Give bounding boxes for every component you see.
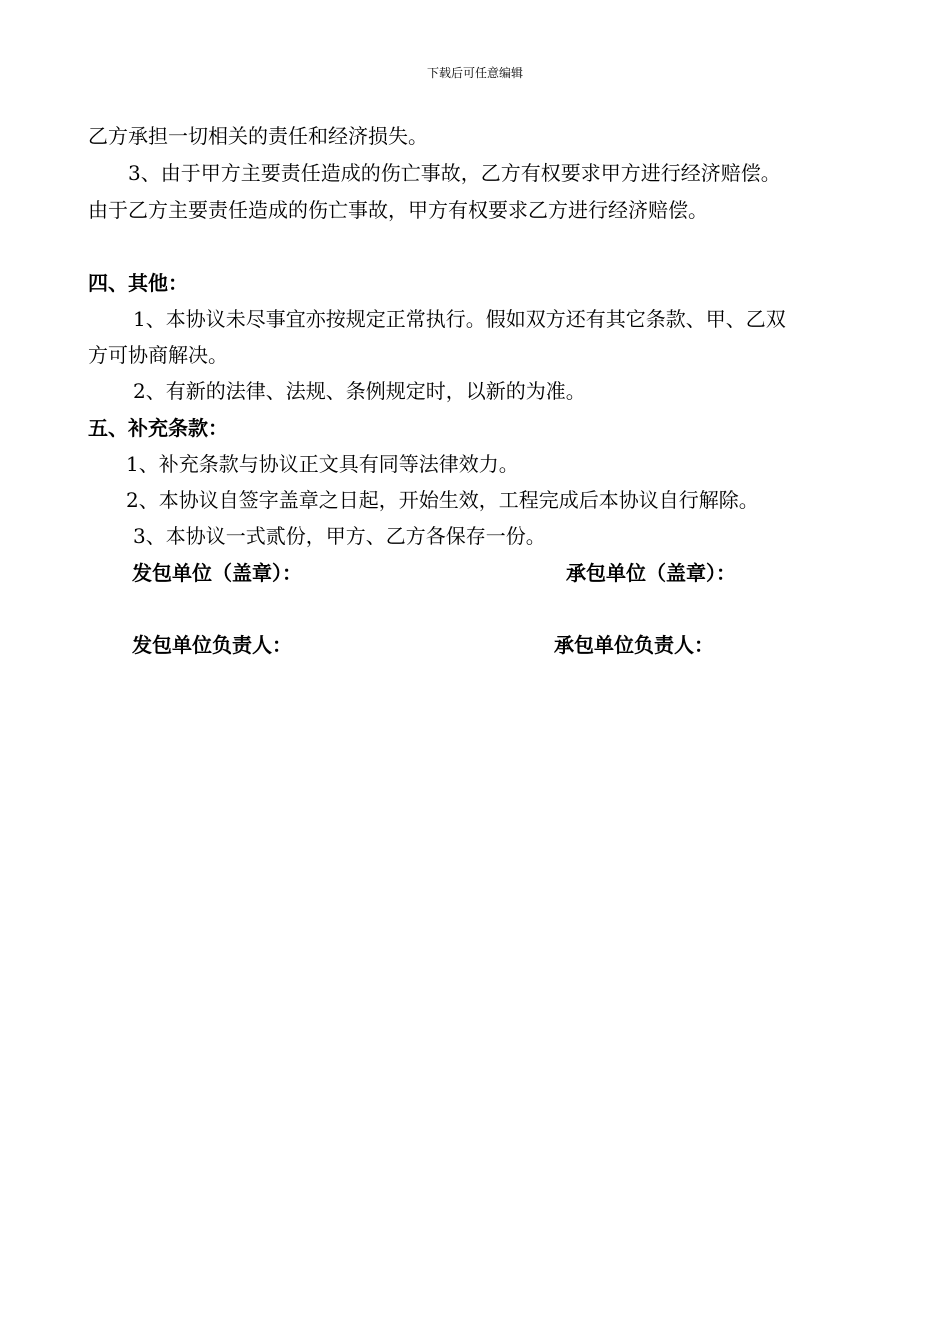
party-b-seal-label: 承包单位（盖章）： (566, 561, 736, 585)
section-4-item-1-line-1: 1、本协议未尽事宜亦按规定正常执行。假如双方还有其它条款、甲、乙双 (133, 307, 786, 331)
section-5-heading: 五、补充条款： (88, 416, 228, 440)
section-5-item-3: 3、本协议一式贰份，甲方、乙方各保存一份。 (133, 524, 546, 548)
page-header: 下载后可任意编辑 (426, 66, 523, 80)
clause-3-line-1: 3、由于甲方主要责任造成的伤亡事故，乙方有权要求甲方进行经济赔偿。 (128, 161, 781, 185)
section-4-item-2: 2、有新的法律、法规、条例规定时，以新的为准。 (133, 379, 586, 403)
paragraph-line: 乙方承担一切相关的责任和经济损失。 (88, 124, 428, 148)
party-b-representative-label: 承包单位负责人： (554, 633, 714, 657)
section-4-heading: 四、其他： (88, 271, 188, 295)
party-a-representative-label: 发包单位负责人： (132, 633, 292, 657)
clause-3-line-2: 由于乙方主要责任造成的伤亡事故，甲方有权要求乙方进行经济赔偿。 (88, 198, 708, 222)
section-5-item-2: 2、本协议自签字盖章之日起，开始生效，工程完成后本协议自行解除。 (126, 488, 759, 512)
section-5-item-1: 1、补充条款与协议正文具有同等法律效力。 (126, 452, 519, 476)
party-a-seal-label: 发包单位（盖章）： (132, 561, 302, 585)
section-4-item-1-line-2: 方可协商解决。 (88, 343, 228, 367)
